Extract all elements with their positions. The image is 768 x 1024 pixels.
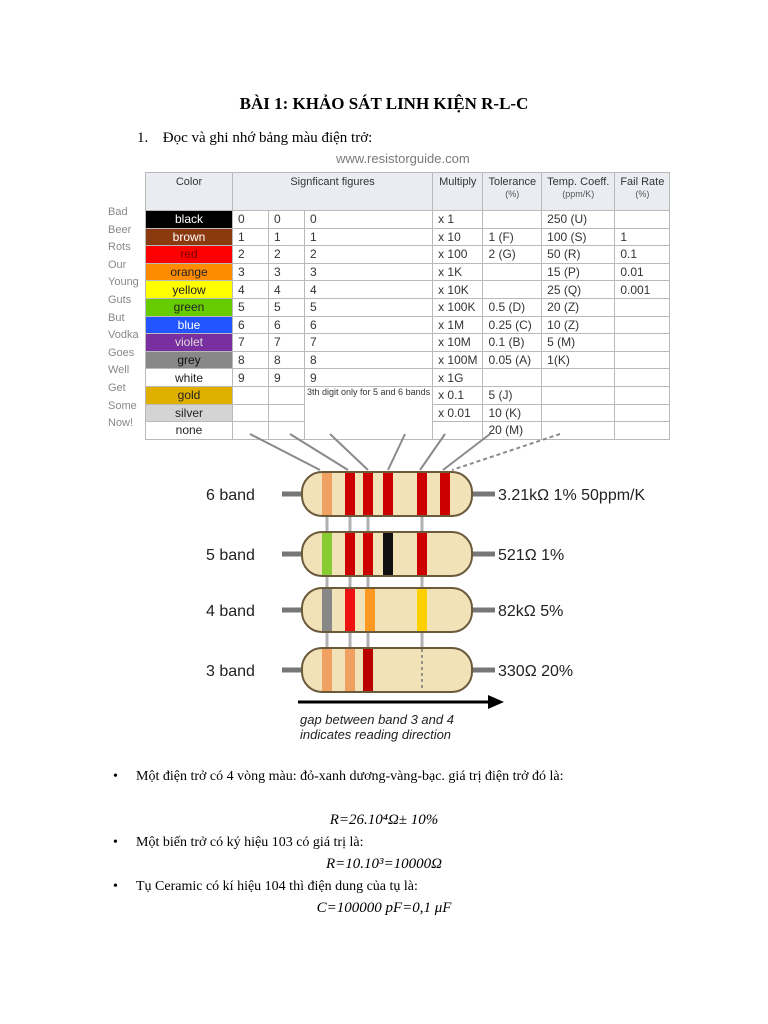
header-tempcoeff: Temp. Coeff. (ppm/K) bbox=[542, 173, 615, 211]
multiply-cell: x 100 bbox=[433, 246, 483, 264]
digit-2-cell: 4 bbox=[269, 281, 305, 299]
mnemonic-word: Well bbox=[108, 364, 130, 377]
tempcoeff-cell bbox=[542, 369, 615, 387]
tolerance-cell: 1 (F) bbox=[483, 228, 542, 246]
mnemonic-word: Guts bbox=[108, 294, 132, 306]
table-row bbox=[146, 334, 670, 352]
tolerance-cell bbox=[483, 369, 542, 387]
mnemonic-word: Bad bbox=[108, 206, 128, 218]
color-band bbox=[383, 533, 393, 575]
table-row bbox=[146, 246, 670, 264]
resistor-type-label: 3 band bbox=[206, 663, 255, 680]
color-cell: silver bbox=[146, 404, 233, 422]
table-row bbox=[146, 263, 670, 281]
color-cell: blue bbox=[146, 316, 233, 334]
tempcoeff-cell: 25 (Q) bbox=[542, 281, 615, 299]
color-band bbox=[345, 649, 355, 691]
digit-2-cell: 2 bbox=[269, 246, 305, 264]
table-connector-lines bbox=[250, 434, 560, 470]
digit-3-cell: 9 bbox=[305, 369, 433, 387]
formula-1: R=26.10⁴Ω± 10% bbox=[329, 812, 439, 828]
resistor-value-label: 521Ω 1% bbox=[498, 547, 565, 564]
resistor bbox=[206, 472, 645, 516]
resistor bbox=[206, 532, 564, 576]
bullet-text: Một biến trở có ký hiệu 103 có giá trị là: bbox=[136, 835, 364, 850]
digit-3-cell: 8 bbox=[305, 351, 433, 369]
digit-2-cell: 1 bbox=[269, 228, 305, 246]
digit-3-cell: 7 bbox=[305, 334, 433, 352]
digit-1-cell: 5 bbox=[233, 298, 269, 316]
resistor-type-label: 5 band bbox=[206, 547, 255, 564]
gap-note-line-1: gap between band 3 and 4 bbox=[300, 712, 454, 727]
tolerance-cell: 0.1 (B) bbox=[483, 334, 542, 352]
table-row bbox=[146, 369, 670, 387]
mnemonic-word: Vodka bbox=[108, 329, 139, 342]
bullet-text: Một điện trở có 4 vòng màu: đỏ-xanh dương-vàng-bạc. giá trị điện trở đó là: bbox=[136, 769, 564, 784]
mnemonic-word: Get bbox=[108, 382, 126, 394]
tempcoeff-cell: 5 (M) bbox=[542, 334, 615, 352]
color-cell: none bbox=[146, 422, 233, 440]
digit-2-cell: 5 bbox=[269, 298, 305, 316]
color-cell: red bbox=[146, 246, 233, 264]
failrate-cell: 1 bbox=[615, 228, 670, 246]
resistor-type-label: 6 band bbox=[206, 487, 255, 504]
page-title: BÀI 1: KHẢO SÁT LINH KIỆN R-L-C bbox=[239, 94, 529, 113]
mnemonic-word: Rots bbox=[108, 241, 131, 254]
color-cell: gold bbox=[146, 386, 233, 404]
color-band bbox=[322, 533, 332, 575]
failrate-cell bbox=[615, 334, 670, 352]
tolerance-cell: 2 (G) bbox=[483, 246, 542, 264]
digit-3-cell: 6 bbox=[305, 316, 433, 334]
mnemonic-word: Some bbox=[108, 399, 137, 412]
digit-2-cell bbox=[269, 386, 305, 404]
bullet-dot: • bbox=[113, 769, 118, 784]
tempcoeff-cell: 50 (R) bbox=[542, 246, 615, 264]
bullet-dot: • bbox=[113, 835, 118, 850]
tolerance-cell: 0.25 (C) bbox=[483, 316, 542, 334]
color-band bbox=[345, 533, 355, 575]
color-band bbox=[417, 533, 427, 575]
color-band bbox=[363, 473, 373, 515]
tempcoeff-cell: 10 (Z) bbox=[542, 316, 615, 334]
digit-3-cell: 0 bbox=[305, 211, 433, 229]
color-cell: grey bbox=[146, 351, 233, 369]
color-band bbox=[363, 533, 373, 575]
mnemonic-word: But bbox=[108, 311, 125, 324]
tempcoeff-cell: 250 (U) bbox=[542, 211, 615, 229]
tempcoeff-cell: 1(K) bbox=[542, 351, 615, 369]
multiply-cell: x 1K bbox=[433, 263, 483, 281]
color-band bbox=[322, 589, 332, 631]
color-cell: brown bbox=[146, 228, 233, 246]
header-color: Color bbox=[146, 173, 233, 211]
multiply-cell: x 1 bbox=[433, 211, 483, 229]
mnemonic-word: Goes bbox=[108, 346, 135, 359]
tolerance-cell: 10 (K) bbox=[483, 404, 542, 422]
color-band bbox=[345, 589, 355, 631]
digit-2-cell bbox=[269, 404, 305, 422]
color-band bbox=[440, 473, 450, 515]
mnemonic-word: Beer bbox=[108, 223, 132, 236]
tolerance-cell: 0.5 (D) bbox=[483, 298, 542, 316]
tolerance-cell: 20 (M) bbox=[483, 422, 542, 440]
table-row bbox=[146, 316, 670, 334]
multiply-cell: x 0.01 bbox=[433, 404, 483, 422]
digit-2-cell: 7 bbox=[269, 334, 305, 352]
header-failrate: Fail Rate (%) bbox=[615, 173, 670, 211]
mnemonic-word: Now! bbox=[108, 417, 134, 430]
resistor bbox=[206, 588, 563, 632]
color-cell: black bbox=[146, 211, 233, 229]
digit-3-note: 3th digit only for 5 and 6 bands bbox=[305, 386, 433, 439]
digit-2-cell: 3 bbox=[269, 263, 305, 281]
digit-1-cell: 9 bbox=[233, 369, 269, 387]
color-cell: white bbox=[146, 369, 233, 387]
color-band bbox=[417, 473, 427, 515]
digit-1-cell: 3 bbox=[233, 263, 269, 281]
digit-1-cell: 8 bbox=[233, 351, 269, 369]
color-band bbox=[345, 473, 355, 515]
color-band bbox=[417, 589, 427, 631]
tolerance-cell: 5 (J) bbox=[483, 386, 542, 404]
table-row bbox=[146, 228, 670, 246]
tempcoeff-cell: 15 (P) bbox=[542, 263, 615, 281]
multiply-cell: x 10M bbox=[433, 334, 483, 352]
color-band bbox=[322, 473, 332, 515]
digit-2-cell: 0 bbox=[269, 211, 305, 229]
step-1 bbox=[137, 130, 372, 147]
tempcoeff-cell: 100 (S) bbox=[542, 228, 615, 246]
failrate-cell bbox=[615, 386, 670, 404]
digit-2-cell: 9 bbox=[269, 369, 305, 387]
digit-3-cell: 3 bbox=[305, 263, 433, 281]
header-multiply: Multiply bbox=[433, 173, 483, 211]
failrate-cell: 0.01 bbox=[615, 263, 670, 281]
failrate-cell bbox=[615, 369, 670, 387]
tempcoeff-cell: 20 (Z) bbox=[542, 298, 615, 316]
multiply-cell: x 100M bbox=[433, 351, 483, 369]
table-row bbox=[146, 298, 670, 316]
failrate-cell bbox=[615, 298, 670, 316]
resistor-value-label: 330Ω 20% bbox=[498, 663, 574, 680]
digit-1-cell: 4 bbox=[233, 281, 269, 299]
multiply-cell: x 1M bbox=[433, 316, 483, 334]
resistor-type-label: 4 band bbox=[206, 603, 255, 620]
resistor-band-diagram bbox=[190, 432, 690, 742]
table-row bbox=[146, 351, 670, 369]
digit-3-cell: 5 bbox=[305, 298, 433, 316]
color-band bbox=[363, 649, 373, 691]
color-cell: yellow bbox=[146, 281, 233, 299]
failrate-cell bbox=[615, 316, 670, 334]
multiply-cell: x 0.1 bbox=[433, 386, 483, 404]
mnemonic-word: Our bbox=[108, 258, 127, 271]
tolerance-cell bbox=[483, 263, 542, 281]
resistor-group bbox=[206, 472, 645, 692]
tolerance-cell: 0.05 (A) bbox=[483, 351, 542, 369]
tempcoeff-cell bbox=[542, 386, 615, 404]
digit-1-cell bbox=[233, 404, 269, 422]
header-tolerance: Tolerance (%) bbox=[483, 173, 542, 211]
failrate-cell bbox=[615, 404, 670, 422]
digit-3-cell: 2 bbox=[305, 246, 433, 264]
multiply-cell: x 10 bbox=[433, 228, 483, 246]
formula-3: C=100000 pF=0,1 μF bbox=[316, 900, 452, 916]
resistor-value-label: 3.21kΩ 1% 50ppm/K bbox=[498, 487, 646, 504]
color-band bbox=[383, 473, 393, 515]
color-cell: orange bbox=[146, 263, 233, 281]
bullet-dot: • bbox=[113, 879, 118, 894]
gap-note-line-2: indicates reading direction bbox=[300, 727, 452, 742]
failrate-cell: 0.001 bbox=[615, 281, 670, 299]
multiply-cell: x 10K bbox=[433, 281, 483, 299]
color-cell: green bbox=[146, 298, 233, 316]
digit-3-cell: 1 bbox=[305, 228, 433, 246]
resistor-value-label: 82kΩ 5% bbox=[498, 603, 564, 620]
tolerance-cell bbox=[483, 211, 542, 229]
tempcoeff-cell bbox=[542, 404, 615, 422]
resistor-color-table bbox=[145, 172, 670, 440]
table-row bbox=[146, 386, 670, 404]
mnemonic-word: Young bbox=[108, 276, 139, 289]
digit-1-cell: 0 bbox=[233, 211, 269, 229]
failrate-cell bbox=[615, 351, 670, 369]
failrate-cell: 0.1 bbox=[615, 246, 670, 264]
direction-arrow-icon bbox=[488, 695, 504, 709]
digit-1-cell: 2 bbox=[233, 246, 269, 264]
bullet-text: Tụ Ceramic có kí hiệu 104 thì điện dung của tụ là: bbox=[136, 879, 418, 894]
digit-1-cell bbox=[233, 386, 269, 404]
header-significant: Signficant figures bbox=[233, 173, 433, 211]
resistor bbox=[206, 648, 573, 692]
source-url: www.resistorguide.com bbox=[336, 151, 470, 166]
digit-1-cell: 1 bbox=[233, 228, 269, 246]
tolerance-cell bbox=[483, 281, 542, 299]
table-row bbox=[146, 211, 670, 229]
color-band bbox=[322, 649, 332, 691]
digit-2-cell: 8 bbox=[269, 351, 305, 369]
digit-2-cell: 6 bbox=[269, 316, 305, 334]
digit-1-cell: 6 bbox=[233, 316, 269, 334]
step-text: Đọc và ghi nhớ bảng màu điện trở: bbox=[162, 130, 373, 146]
color-cell: violet bbox=[146, 334, 233, 352]
digit-1-cell: 7 bbox=[233, 334, 269, 352]
failrate-cell bbox=[615, 211, 670, 229]
formula-2: R=10.10³=10000Ω bbox=[325, 856, 442, 872]
step-number: 1. bbox=[137, 130, 149, 146]
multiply-cell: x 100K bbox=[433, 298, 483, 316]
table-row bbox=[146, 281, 670, 299]
digit-3-cell: 4 bbox=[305, 281, 433, 299]
color-band bbox=[365, 589, 375, 631]
multiply-cell: x 1G bbox=[433, 369, 483, 387]
